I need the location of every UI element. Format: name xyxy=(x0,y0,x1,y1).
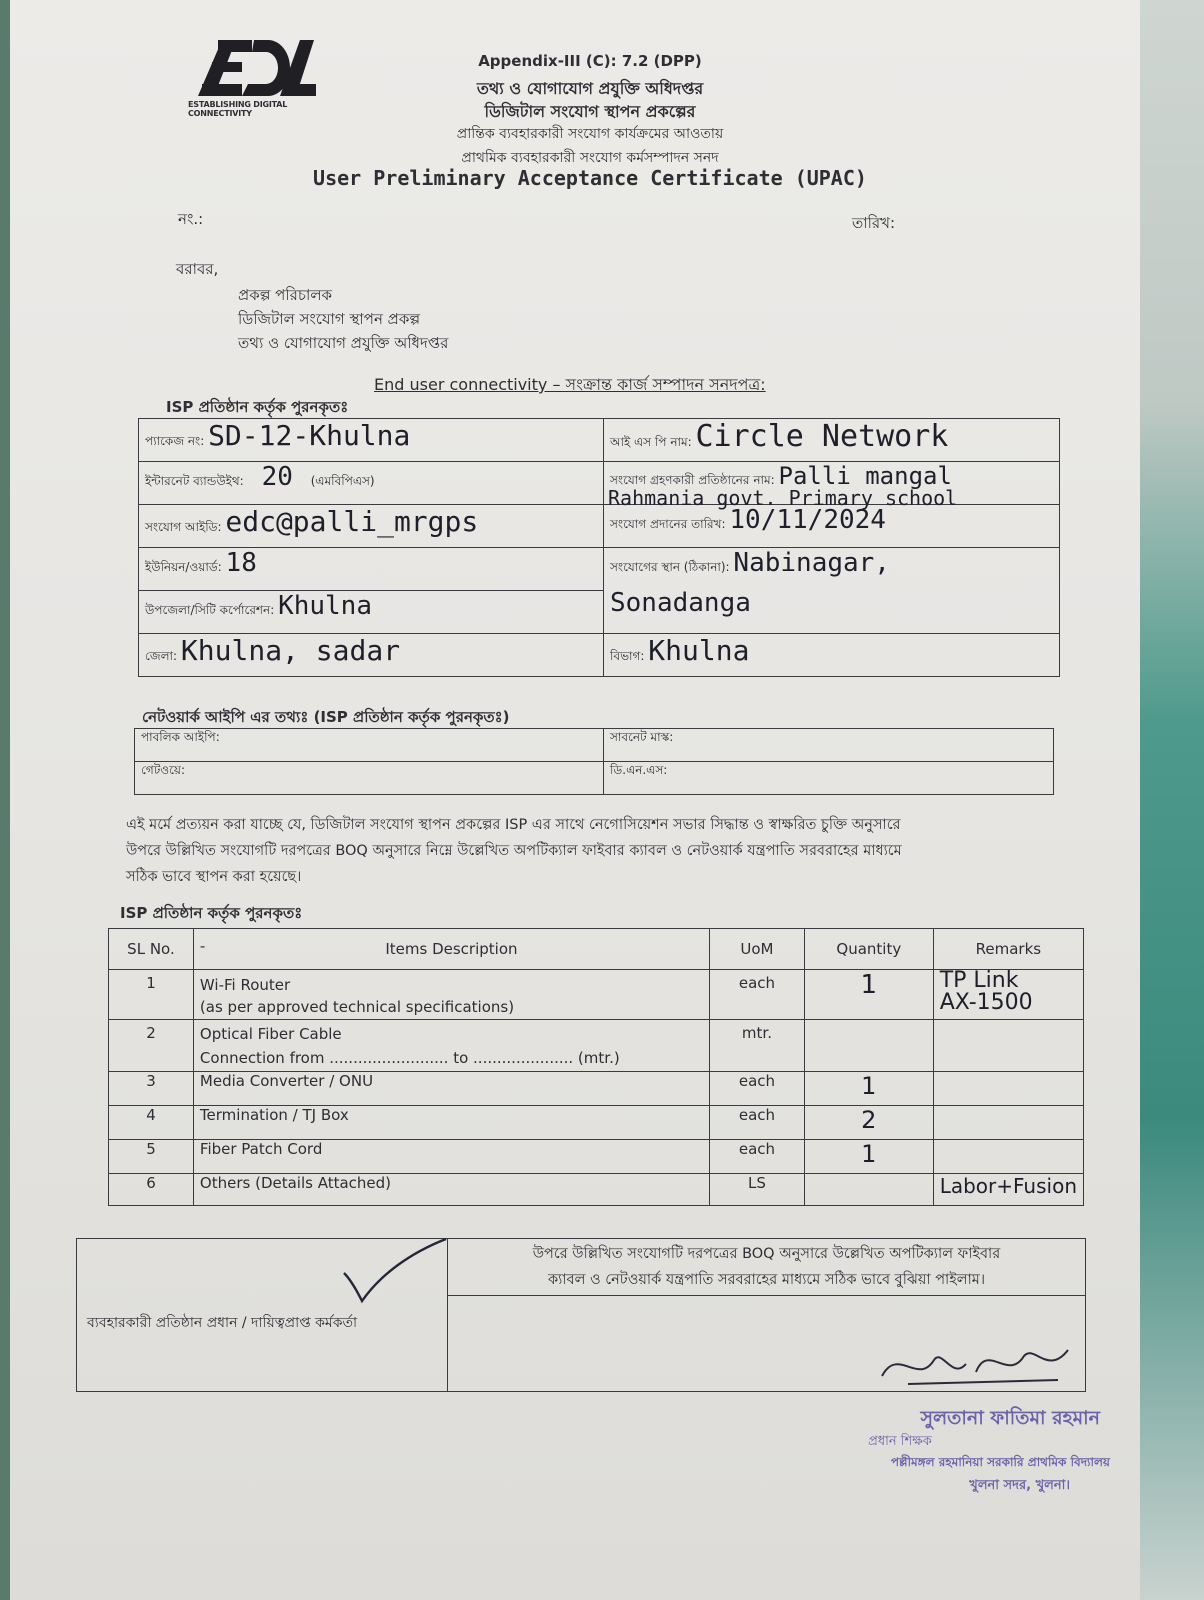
bandwidth-cell: ইন্টারনেট ব্যান্ডউইথ: 20 (এমবিপিএস) xyxy=(139,462,604,505)
location-cell: সংযোগের স্থান (ঠিকানা): Nabinagar, Sonadanga xyxy=(604,548,1060,634)
stamp-name: সুলতানা ফাতিমা রহমান xyxy=(920,1407,1100,1429)
acknowledgement-text: উপরে উল্লিখিত সংযোগটি দরপত্রের BOQ অনুসারে উল্লেখিত অপটিক্যাল ফাইবার ক্যাবল ও নেটওয়ার্ক যন্ত্রপাতি সরবরাহের মাধ্যমে সঠিক ভাবে বুঝিয়া পাইলাম। xyxy=(448,1239,1086,1296)
stamp-place: খুলনা সদর, খুলনা। xyxy=(969,1478,1070,1493)
connection-id-value: edc@palli_mrgps xyxy=(225,505,479,538)
upazila-value: Khulna xyxy=(278,591,372,621)
items-table xyxy=(108,928,1084,1206)
connection-date-cell: সংযোগ প্রদানের তারিখ: 10/11/2024 xyxy=(604,505,1060,548)
subject-line: End user connectivity – সংক্রান্ত কার্জ সম্পাদন সনদপত্র: xyxy=(374,375,766,394)
header-remarks: Remarks xyxy=(933,929,1083,970)
user-official-label: ব্যবহারকারী প্রতিষ্ঠান প্রধান / দায়িত্বপ্রাপ্ত কর্মকর্তা xyxy=(77,1239,448,1392)
location-value-1: Nabinagar, xyxy=(733,548,890,578)
connection-info-table xyxy=(138,418,1060,677)
address-to: বরাবর, xyxy=(176,260,219,278)
qty-value: 1 xyxy=(804,970,933,1020)
remarks-value: Labor+Fusion xyxy=(933,1174,1083,1206)
remarks-value: TP Link AX-1500 xyxy=(933,970,1083,1020)
recipient-cell: সংযোগ গ্রহণকারী প্রতিষ্ঠানের নাম: Palli mangal Rahmania govt. Primary school xyxy=(604,462,1060,505)
table-row: 3 Media Converter / ONU each 1 xyxy=(109,1072,1084,1106)
district-value: Khulna, sadar xyxy=(180,634,401,667)
union-value: 18 xyxy=(225,548,257,578)
certificate-line: প্রাথমিক ব্যবহারকারী সংযোগ কর্মসম্পাদন সনদ xyxy=(461,150,719,166)
appendix-label: Appendix-III (C): 7.2 (DPP) xyxy=(478,52,702,70)
items-table-header xyxy=(109,929,1084,970)
dns-cell: ডি.এন.এস: xyxy=(604,762,1054,795)
table-row: 1 Wi-Fi Router (as per approved technical specifications) each 1 TP Link AX-1500 xyxy=(109,970,1084,1020)
isp-section-label-2: ISP প্রতিষ্ঠান কর্তৃক পুরনকৃতঃ xyxy=(120,904,303,922)
subnet-cell: সাবনেট মাস্ক: xyxy=(604,729,1054,762)
package-value: SD-12-Khulna xyxy=(208,419,411,452)
project-name: ডিজিটাল সংযোগ স্থাপন প্রকল্পের xyxy=(484,102,696,121)
table-row: 5 Fiber Patch Cord each 1 xyxy=(109,1140,1084,1174)
declaration-line-1: এই মর্মে প্রত্যয়ন করা যাচ্ছে যে, ডিজিটাল সংযোগ স্থাপন প্রকল্পের ISP এর সাথে নেগোসিয়েশন সভার সিদ্ধান্ত ও স্বাক্ষরিত চুক্তি অনুসারে xyxy=(126,817,901,833)
division-value: Khulna xyxy=(648,634,750,667)
location-value-2: Sonadanga xyxy=(610,588,751,618)
division-cell: বিভাগ: Khulna xyxy=(604,634,1060,677)
connection-date-value: 10/11/2024 xyxy=(729,505,886,535)
department-name: তথ্য ও যোগাযোগ প্রযুক্তি অধিদপ্তর xyxy=(476,79,704,98)
declaration-line-3: সঠিক ভাবে স্থাপন করা হয়েছে। xyxy=(126,869,302,885)
header-quantity: Quantity xyxy=(804,929,933,970)
header-sl: SL No. xyxy=(109,929,194,970)
gateway-cell: গেটওয়ে: xyxy=(135,762,604,795)
date-label: তারিখ: xyxy=(852,214,896,232)
address-line-3: তথ্য ও যোগাযোগ প্রযুক্তি অধিদপ্তর xyxy=(238,334,449,352)
address-line-1: প্রকল্প পরিচালক xyxy=(238,286,333,304)
qty-value: 2 xyxy=(804,1106,933,1140)
stamp-school: পল্লীমঙ্গল রহমানিয়া সরকারি প্রাথমিক বিদ্যালয় xyxy=(890,1455,1110,1469)
recipient-value-1: Palli mangal xyxy=(778,462,952,490)
signature-icon xyxy=(878,1336,1078,1392)
isp-cell: আই এস পি নাম: Circle Network xyxy=(604,419,1060,462)
table-row: 4 Termination / TJ Box each 2 xyxy=(109,1106,1084,1140)
isp-value: Circle Network xyxy=(695,419,949,454)
address-line-2: ডিজিটাল সংযোগ স্থাপন প্রকল্প xyxy=(238,310,421,328)
package-cell: প্যাকেজ নং: SD-12-Khulna xyxy=(139,419,604,462)
table-row: 2 Optical Fiber Cable Connection from ......................... to ..................... (mtr.) mtr. xyxy=(109,1020,1084,1072)
declaration-line-2: উপরে উল্লিখিত সংযোগটি দরপত্রের BOQ অনুসারে নিম্নে উল্লেখিত অপটিক্যাল ফাইবার ক্যাবল ও নেটওয়ার্ক যন্ত্রপাতি সরবরাহের মাধ্যমে xyxy=(126,843,902,859)
logo-subtitle: ESTABLISHING DIGITAL CONNECTIVITY xyxy=(188,100,288,118)
public-ip-cell: পাবলিক আইপি: xyxy=(135,729,604,762)
program-line: প্রান্তিক ব্যবহারকারী সংযোগ কার্যক্রমের আওতায় xyxy=(456,126,724,142)
qty-value: 1 xyxy=(804,1072,933,1106)
header-uom: UoM xyxy=(709,929,804,970)
stamp-title: প্রধান শিক্ষক xyxy=(868,1434,932,1449)
district-cell: জেলা: Khulna, sadar xyxy=(139,634,604,677)
union-cell: ইউনিয়ন/ওয়ার্ড: 18 xyxy=(139,548,604,591)
upazila-cell: উপজেলা/সিটি কর্পোরেশন: Khulna xyxy=(139,591,604,634)
network-info-table xyxy=(134,728,1054,795)
bandwidth-value: 20 xyxy=(261,462,293,492)
page-title: User Preliminary Acceptance Certificate (UPAC) xyxy=(313,166,867,190)
recipient-value-2: Rahmania govt. Primary school xyxy=(608,486,958,510)
qty-value: 1 xyxy=(804,1140,933,1174)
check-mark-icon xyxy=(340,1235,450,1305)
certificate-page xyxy=(10,0,1140,1600)
isp-section-label: ISP প্রতিষ্ঠান কর্তৃক পুরনকৃতঃ xyxy=(166,398,349,416)
table-row: 6 Others (Details Attached) LS Labor+Fusion xyxy=(109,1174,1084,1206)
header-description: - Items Description xyxy=(193,929,709,970)
connection-id-cell: সংযোগ আইডি: edc@palli_mrgps xyxy=(139,505,604,548)
network-section-label: নেটওয়ার্ক আইপি এর তথ্যঃ (ISP প্রতিষ্ঠান কর্তৃক পুরনকৃতঃ) xyxy=(142,708,510,726)
number-label: নং.: xyxy=(178,210,204,228)
